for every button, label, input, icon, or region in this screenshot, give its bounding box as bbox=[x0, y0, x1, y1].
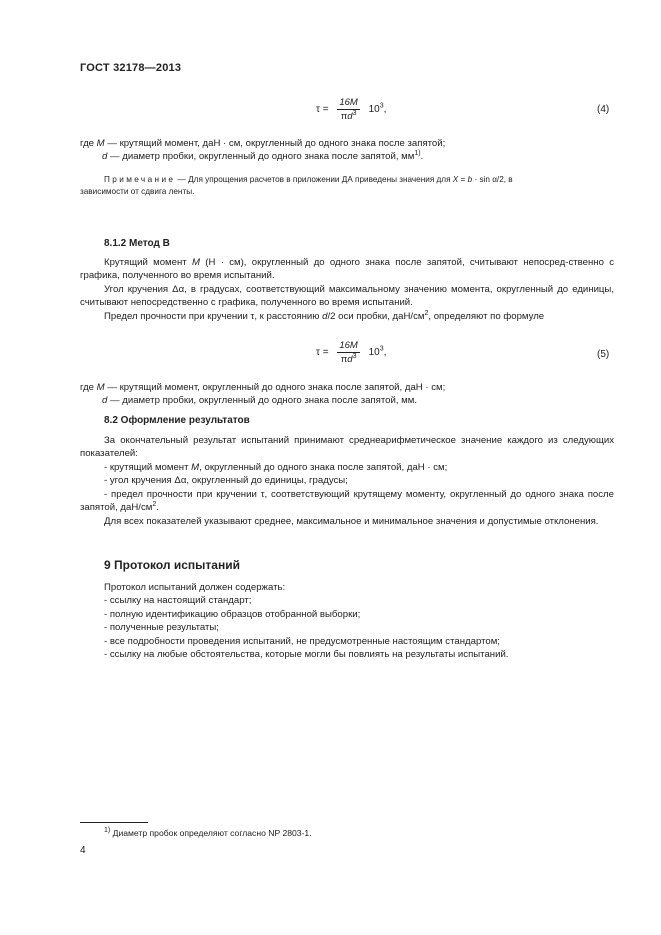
standard-header: ГОСТ 32178—2013 bbox=[80, 62, 182, 74]
list-item bbox=[80, 488, 614, 515]
equation-number-5: (5) bbox=[597, 349, 610, 360]
item-sup: 2 bbox=[152, 501, 157, 509]
fraction-numerator: 16M bbox=[339, 97, 358, 108]
formula-multiplier bbox=[369, 104, 387, 115]
note-var-b: b bbox=[467, 175, 473, 184]
section-8-2-intro: За окончательный результат испытаний принимают среднеарифметическое значение каждого из следующих показателей: bbox=[80, 435, 614, 460]
where-text: — крутящий момент, даН · см, округленный до одного знака после запятой; bbox=[104, 138, 446, 149]
where-prefix: где bbox=[80, 138, 97, 149]
formula-tail: , bbox=[383, 347, 387, 359]
list-item: - полученные результаты; bbox=[104, 622, 219, 634]
p3-sup: 2 bbox=[424, 309, 429, 317]
var-m: M bbox=[191, 257, 200, 268]
formula-lhs: τ = bbox=[316, 104, 329, 116]
equation-number-4: (4) bbox=[597, 104, 610, 115]
var-m: M bbox=[96, 382, 105, 393]
where-text: — крутящий момент, округленный до одного знака после запятой, даН · см; bbox=[104, 382, 446, 393]
fraction-exp: 3 bbox=[352, 109, 357, 117]
var-m: M bbox=[191, 462, 200, 473]
page-number: 4 bbox=[80, 845, 86, 856]
item-end: . bbox=[156, 502, 159, 514]
where-block-2 bbox=[80, 381, 614, 408]
list-item bbox=[80, 461, 614, 474]
p1-text: (Н · см), округленный до одного знака после запятой, считывают непосред-ственно с графика, полученного во время испытаний. bbox=[80, 257, 615, 282]
formula-fraction bbox=[337, 97, 359, 122]
section-8-1-2-p2: Угол кручения Δα, в градусах, соответствующий максимальному значению момента, округленный до единицы, считывают непосредственно с графика, полученного во время испытаний. bbox=[80, 284, 614, 309]
var-d: d bbox=[102, 395, 108, 407]
fraction-var: d bbox=[347, 354, 353, 365]
section-9-title: 9 Протокол испытаний bbox=[104, 558, 240, 572]
note-text: — Для упрощения расчетов в приложении ДА приведены значения для bbox=[175, 175, 453, 184]
where-text: — диаметр пробки, округленный до одного знака после запятой, мм bbox=[107, 151, 415, 163]
multiplier-exp: 3 bbox=[379, 345, 384, 353]
multiplier-base: 10 bbox=[368, 347, 380, 359]
footnote bbox=[104, 828, 312, 838]
item-text: - предел прочности при кручении τ, соответствующий крутящему моменту, округленный до одного знака после запятой, даН/см bbox=[80, 488, 614, 514]
formula-4 bbox=[316, 97, 386, 122]
where-line-d bbox=[80, 150, 614, 163]
where-text: — диаметр пробки, округленный до одного знака после запятой, мм. bbox=[107, 395, 418, 407]
item-pre: - крутящий момент bbox=[104, 462, 192, 473]
note-block bbox=[104, 174, 614, 186]
list-item: - ссылку на настоящий стандарт; bbox=[104, 595, 252, 607]
note-line-2: зависимости от сдвига ленты. bbox=[80, 187, 195, 196]
note-expr-rest: · sin α/2, в bbox=[472, 175, 513, 184]
where-block-1 bbox=[80, 137, 614, 164]
var-d: d bbox=[322, 311, 328, 322]
section-8-1-2-title: 8.1.2 Метод В bbox=[104, 238, 170, 249]
formula-5 bbox=[316, 340, 386, 365]
formula-fraction bbox=[337, 340, 359, 365]
fraction-pi: π bbox=[340, 354, 348, 365]
footnote-separator bbox=[80, 822, 148, 823]
section-8-2-list bbox=[80, 461, 614, 515]
fraction-numerator: 16M bbox=[339, 340, 358, 351]
fraction-exp: 3 bbox=[352, 352, 357, 360]
list-item: - ссылку на любые обстоятельства, которые могли бы повлиять на результаты испытаний. bbox=[104, 649, 509, 661]
p3-end: , определяют по формуле bbox=[428, 311, 545, 322]
where-prefix: где bbox=[80, 382, 97, 393]
section-8-2-title: 8.2 Оформление результатов bbox=[104, 415, 250, 426]
p3-pre: Предел прочности при кручении τ, к расстоянию bbox=[104, 311, 323, 322]
where-end: . bbox=[420, 151, 424, 163]
footnote-text: Диаметр пробок определяют согласно NP 2803-1. bbox=[110, 828, 312, 838]
note-var-x: X bbox=[452, 175, 459, 184]
fraction-var: d bbox=[347, 111, 353, 122]
footnote-mark: 1) bbox=[104, 827, 111, 835]
formula-lhs: τ = bbox=[316, 347, 329, 359]
list-item: - все подробности проведения испытаний, не предусмотренные настоящим стандартом; bbox=[104, 635, 500, 647]
section-8-1-2-p1 bbox=[80, 256, 614, 283]
var-d: d bbox=[102, 151, 108, 163]
p1-pre: Крутящий момент bbox=[104, 257, 192, 268]
where-line-d bbox=[80, 394, 614, 407]
section-8-2-closing: Для всех показателей указывают среднее, максимальное и минимальное значения и допустимые отклонения. bbox=[104, 516, 599, 527]
section-8-1-2-p3 bbox=[80, 310, 614, 323]
list-item: - угол кручения Δα, округленный до единицы, градусы; bbox=[104, 475, 348, 487]
formula-multiplier bbox=[369, 347, 387, 358]
list-item: - полную идентификацию образцов отобранной выборки; bbox=[104, 608, 361, 620]
section-9-intro: Протокол испытаний должен содержать: bbox=[104, 582, 286, 593]
section-9-body bbox=[104, 581, 614, 661]
formula-tail: , bbox=[383, 104, 387, 116]
multiplier-base: 10 bbox=[368, 104, 380, 116]
multiplier-exp: 3 bbox=[379, 102, 384, 110]
p3-mid: /2 оси пробки, даН/см bbox=[327, 311, 425, 322]
var-m: M bbox=[96, 138, 105, 149]
note-expr-mid: = bbox=[458, 175, 468, 184]
fraction-pi: π bbox=[340, 111, 348, 122]
note-label: Примечание bbox=[104, 175, 176, 184]
where-line-m bbox=[80, 137, 614, 150]
where-line-m bbox=[80, 381, 614, 394]
item-text: , округленный до одного знака после запятой, даН · см; bbox=[199, 462, 448, 473]
footnote-ref: 1) bbox=[414, 150, 421, 158]
